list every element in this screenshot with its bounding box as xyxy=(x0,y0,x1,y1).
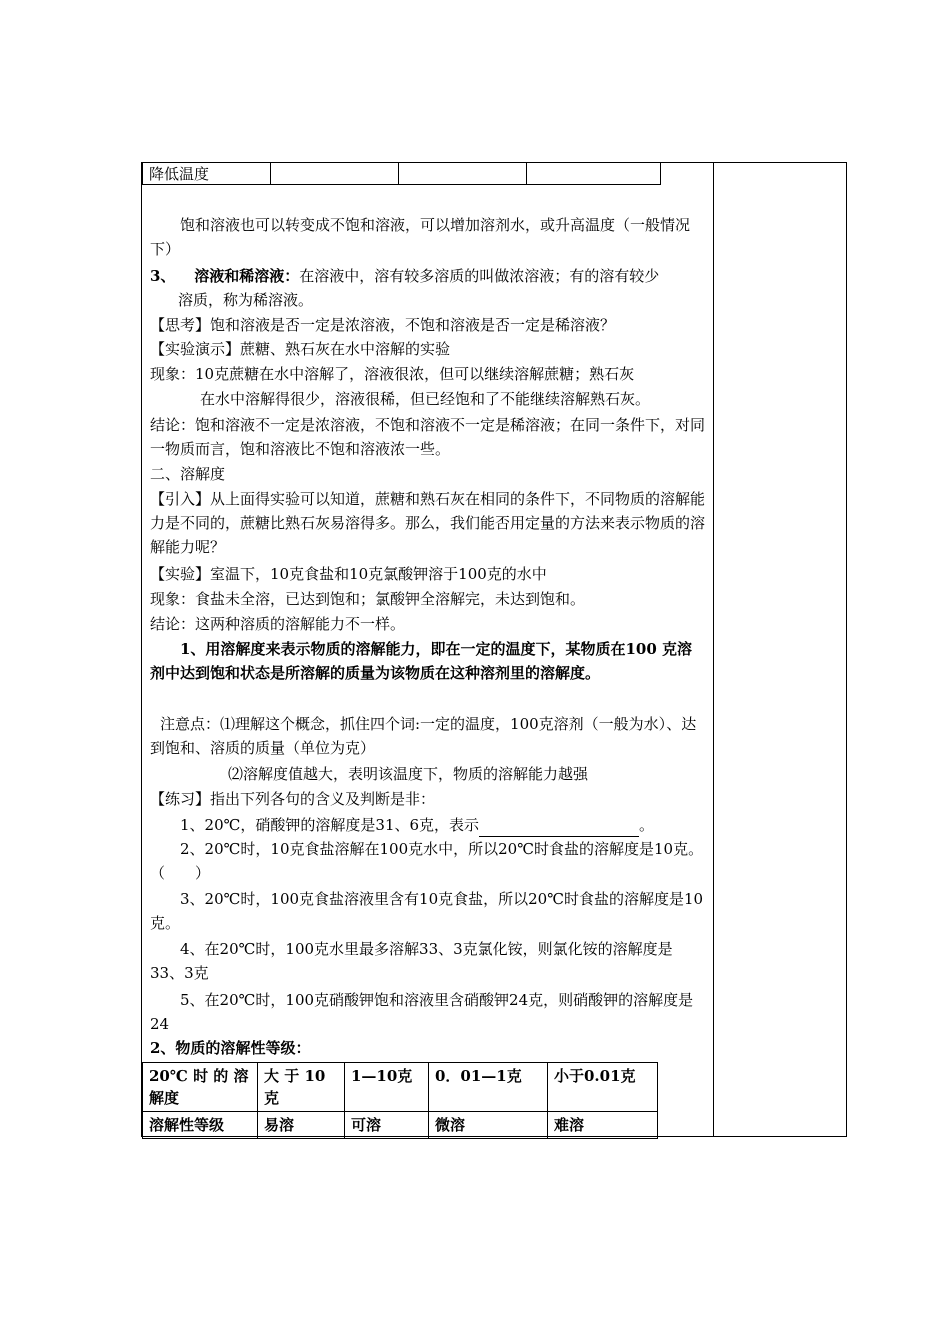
paragraph-conclusion: 结论：饱和溶液不一定是浓溶液，不饱和溶液不一定是稀溶液；在同一条件下，对同一物质而言，饱和溶液比不饱和溶液浓一些。 xyxy=(150,416,706,458)
paragraph-experiment: 【实验】室温下，10克食盐和10克氯酸钾溶于100克的水中 xyxy=(150,565,547,583)
question-5: 5、在20℃时，100克硝酸钾饱和溶液里含硝酸钾24克，则硝酸钾的溶解度是24 xyxy=(150,991,694,1033)
note-2: ⑵溶解度值越大，表明该温度下，物质的溶解能力越强 xyxy=(228,765,589,783)
table-cell: 大 于 10克 xyxy=(258,1063,345,1112)
table-cell: 溶解性等级 xyxy=(143,1112,258,1139)
table-cell: 小于0.01克 xyxy=(548,1063,658,1112)
question-3: 3、20℃时，100克食盐溶液里含有10克食盐，所以20℃时食盐的溶解度是10克。 xyxy=(150,890,704,932)
question-2: 2、20℃时，10克食盐溶解在100克水中，所以20℃时食盐的溶解度是10克。（ ） xyxy=(150,840,704,882)
table-row xyxy=(143,1063,658,1112)
paragraph-phenomenon-2: 现象：食盐未全溶，已达到饱和；氯酸钾全溶解完，未达到饱和。 xyxy=(150,590,586,608)
section-title: 溶液和稀溶液： xyxy=(194,267,300,285)
definition-solubility: 1、用溶解度来表示物质的溶解能力，即在一定的温度下，某物质在100 克溶剂中达到饱和状态是所溶解的质量为该物质在这种溶剂里的溶解度。 xyxy=(150,640,692,682)
table-cell: 易溶 xyxy=(258,1112,345,1139)
answer-blank xyxy=(479,821,639,837)
question-4: 4、在20℃时，100克水里最多溶解33、3克氯化铵，则氯化铵的溶解度是33、3克 xyxy=(150,940,673,982)
solubility-levels-heading: 2、物质的溶解性等级： xyxy=(150,1039,311,1057)
paragraph-reverse-saturation: 饱和溶液也可以转变成不饱和溶液，可以增加溶剂水，或升高温度（一般情况下） xyxy=(150,216,691,258)
table-cell: 可溶 xyxy=(345,1112,429,1139)
section-number: 3、 xyxy=(150,267,176,285)
table-cell xyxy=(399,163,527,185)
table-cell xyxy=(271,163,399,185)
table-cell: 20℃ 时 的 溶解度 xyxy=(143,1063,258,1112)
exercise-heading: 【练习】指出下列各句的含义及判断是非： xyxy=(150,790,436,808)
table-row xyxy=(143,163,661,185)
paragraph-conclusion-2: 结论：这两种溶质的溶解能力不一样。 xyxy=(150,615,406,633)
table-row xyxy=(143,1112,658,1139)
paragraph-think: 【思考】饱和溶液是否一定是浓溶液，不饱和溶液是否一定是稀溶液？ xyxy=(150,316,616,334)
temperature-table xyxy=(142,162,661,185)
heading-solubility: 二、溶解度 xyxy=(150,465,226,483)
row-label: 降低温度 xyxy=(143,163,271,185)
paragraph-concentrated-dilute xyxy=(150,264,706,288)
paragraph-intro: 【引入】从上面得实验可以知道，蔗糖和熟石灰在相同的条件下，不同物质的溶解能力是不同的，蔗糖比熟石灰易溶得多。那么，我们能否用定量的方法来表示物质的溶解能力呢？ xyxy=(150,490,706,556)
table-cell: 1—10克 xyxy=(345,1063,429,1112)
paragraph-continuation: 溶质，称为稀溶液。 xyxy=(178,291,314,309)
note-1: 注意点：⑴理解这个概念，抓住四个词:一定的温度，100克溶剂（一般为水）、达到饱和、溶质的质量（单位为克） xyxy=(150,715,697,757)
table-cell: 微溶 xyxy=(429,1112,548,1139)
paragraph-phenomenon-cont: 在水中溶解得很少，溶液很稀，但已经饱和了不能继续溶解熟石灰。 xyxy=(200,390,651,408)
table-cell: 0．01—1克 xyxy=(429,1063,548,1112)
section-text: 在溶液中，溶有较多溶质的叫做浓溶液；有的溶有较少 xyxy=(299,267,660,285)
question-1-text: 1、20℃，硝酸钾的溶解度是31、6克，表示 xyxy=(180,816,480,834)
paragraph-demo: 【实验演示】蔗糖、熟石灰在水中溶解的实验 xyxy=(150,340,451,358)
table-cell xyxy=(527,163,661,185)
question-1 xyxy=(150,813,706,837)
table-cell: 难溶 xyxy=(548,1112,658,1139)
paragraph-phenomenon: 现象：10克蔗糖在水中溶解了，溶液很浓，但可以继续溶解蔗糖；熟石灰 xyxy=(150,365,635,383)
solubility-grade-table xyxy=(142,1062,658,1139)
question-1-end: 。 xyxy=(639,816,655,834)
